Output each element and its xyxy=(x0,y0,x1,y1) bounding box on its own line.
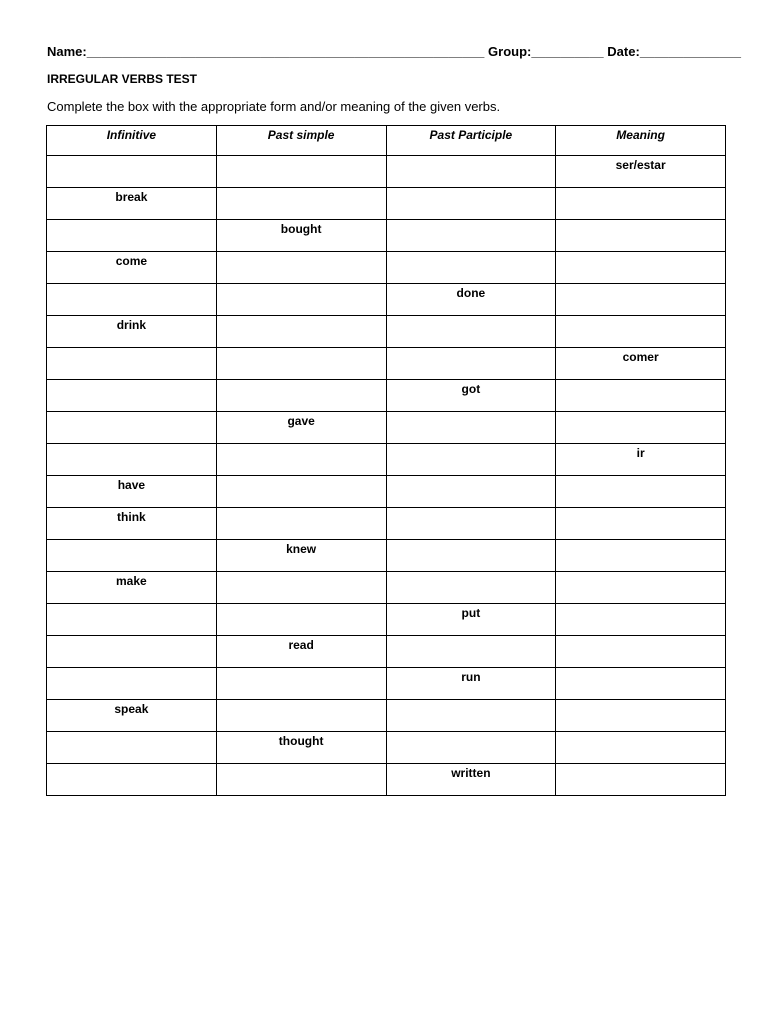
table-row xyxy=(47,412,726,444)
table-row xyxy=(47,572,726,604)
meaning-cell[interactable] xyxy=(556,572,726,604)
infinitive-cell: make xyxy=(47,572,217,604)
infinitive-cell[interactable] xyxy=(47,732,217,764)
infinitive-cell[interactable] xyxy=(47,540,217,572)
past-participle-cell[interactable] xyxy=(386,252,556,284)
infinitive-cell[interactable] xyxy=(47,604,217,636)
past-simple-cell[interactable] xyxy=(216,604,386,636)
meaning-cell[interactable] xyxy=(556,508,726,540)
past-simple-cell[interactable] xyxy=(216,284,386,316)
table-row xyxy=(47,476,726,508)
past-participle-cell[interactable] xyxy=(386,188,556,220)
table-row xyxy=(47,636,726,668)
header-fields xyxy=(47,44,741,59)
infinitive-cell[interactable] xyxy=(47,668,217,700)
past-participle-cell[interactable] xyxy=(386,316,556,348)
column-header-past-simple: Past simple xyxy=(216,126,386,156)
table-row xyxy=(47,732,726,764)
table-row xyxy=(47,220,726,252)
verbs-table xyxy=(46,125,726,796)
table-row xyxy=(47,764,726,796)
infinitive-cell[interactable] xyxy=(47,348,217,380)
name-label: Name: xyxy=(47,44,87,59)
past-simple-cell[interactable] xyxy=(216,572,386,604)
past-simple-cell[interactable] xyxy=(216,252,386,284)
table-header-row xyxy=(47,126,726,156)
past-participle-cell[interactable] xyxy=(386,156,556,188)
past-participle-cell[interactable] xyxy=(386,732,556,764)
table-row xyxy=(47,316,726,348)
infinitive-cell[interactable] xyxy=(47,284,217,316)
column-header-infinitive: Infinitive xyxy=(47,126,217,156)
past-simple-cell[interactable] xyxy=(216,380,386,412)
past-simple-cell[interactable] xyxy=(216,668,386,700)
infinitive-cell[interactable] xyxy=(47,220,217,252)
past-simple-cell[interactable] xyxy=(216,316,386,348)
table-row xyxy=(47,252,726,284)
meaning-cell[interactable] xyxy=(556,604,726,636)
instructions-text: Complete the box with the appropriate form and/or meaning of the given verbs. xyxy=(47,99,501,114)
past-participle-cell[interactable] xyxy=(386,220,556,252)
past-participle-cell[interactable] xyxy=(386,508,556,540)
table-row xyxy=(47,508,726,540)
infinitive-cell: come xyxy=(47,252,217,284)
meaning-cell[interactable] xyxy=(556,188,726,220)
meaning-cell[interactable] xyxy=(556,220,726,252)
meaning-cell[interactable] xyxy=(556,764,726,796)
table-row xyxy=(47,668,726,700)
meaning-cell[interactable] xyxy=(556,700,726,732)
infinitive-cell: have xyxy=(47,476,217,508)
past-participle-cell: put xyxy=(386,604,556,636)
infinitive-cell[interactable] xyxy=(47,156,217,188)
infinitive-cell: break xyxy=(47,188,217,220)
meaning-cell[interactable] xyxy=(556,636,726,668)
past-participle-cell: done xyxy=(386,284,556,316)
column-header-past-participle: Past Participle xyxy=(386,126,556,156)
meaning-cell[interactable] xyxy=(556,476,726,508)
past-participle-cell[interactable] xyxy=(386,444,556,476)
past-participle-cell[interactable] xyxy=(386,636,556,668)
infinitive-cell[interactable] xyxy=(47,412,217,444)
meaning-cell[interactable] xyxy=(556,540,726,572)
meaning-cell[interactable] xyxy=(556,668,726,700)
table-row xyxy=(47,380,726,412)
infinitive-cell[interactable] xyxy=(47,636,217,668)
past-simple-cell[interactable] xyxy=(216,508,386,540)
page-title: IRREGULAR VERBS TEST xyxy=(47,72,198,86)
table-row xyxy=(47,348,726,380)
past-participle-cell[interactable] xyxy=(386,540,556,572)
meaning-cell[interactable] xyxy=(556,284,726,316)
past-simple-cell[interactable] xyxy=(216,444,386,476)
past-simple-cell: gave xyxy=(216,412,386,444)
past-participle-cell: written xyxy=(386,764,556,796)
meaning-cell: comer xyxy=(556,348,726,380)
date-label: Date: xyxy=(607,44,640,59)
past-simple-cell: thought xyxy=(216,732,386,764)
table-row xyxy=(47,444,726,476)
table-row xyxy=(47,604,726,636)
table-row xyxy=(47,540,726,572)
infinitive-cell: speak xyxy=(47,700,217,732)
meaning-cell[interactable] xyxy=(556,412,726,444)
past-participle-cell[interactable] xyxy=(386,348,556,380)
past-simple-cell[interactable] xyxy=(216,156,386,188)
meaning-cell: ser/estar xyxy=(556,156,726,188)
meaning-cell[interactable] xyxy=(556,252,726,284)
meaning-cell[interactable] xyxy=(556,380,726,412)
infinitive-cell: drink xyxy=(47,316,217,348)
past-participle-cell[interactable] xyxy=(386,476,556,508)
past-simple-cell[interactable] xyxy=(216,348,386,380)
name-field[interactable]: _______________________________________________________ xyxy=(86,44,485,59)
meaning-cell[interactable] xyxy=(556,316,726,348)
past-simple-cell[interactable] xyxy=(216,764,386,796)
past-simple-cell[interactable] xyxy=(216,476,386,508)
past-participle-cell[interactable] xyxy=(386,700,556,732)
past-participle-cell: got xyxy=(386,380,556,412)
group-label: Group: xyxy=(488,44,532,59)
past-simple-cell[interactable] xyxy=(216,188,386,220)
group-field[interactable]: __________ xyxy=(531,44,604,59)
date-field[interactable]: ______________ xyxy=(639,44,742,59)
past-participle-cell: run xyxy=(386,668,556,700)
meaning-cell[interactable] xyxy=(556,732,726,764)
column-header-meaning: Meaning xyxy=(556,126,726,156)
infinitive-cell[interactable] xyxy=(47,764,217,796)
past-simple-cell[interactable] xyxy=(216,700,386,732)
past-participle-cell[interactable] xyxy=(386,412,556,444)
past-simple-cell: knew xyxy=(216,540,386,572)
meaning-cell: ir xyxy=(556,444,726,476)
infinitive-cell[interactable] xyxy=(47,444,217,476)
infinitive-cell: think xyxy=(47,508,217,540)
past-simple-cell: bought xyxy=(216,220,386,252)
table-row xyxy=(47,284,726,316)
table-row xyxy=(47,156,726,188)
table-row xyxy=(47,700,726,732)
past-participle-cell[interactable] xyxy=(386,572,556,604)
infinitive-cell[interactable] xyxy=(47,380,217,412)
table-row xyxy=(47,188,726,220)
past-simple-cell: read xyxy=(216,636,386,668)
